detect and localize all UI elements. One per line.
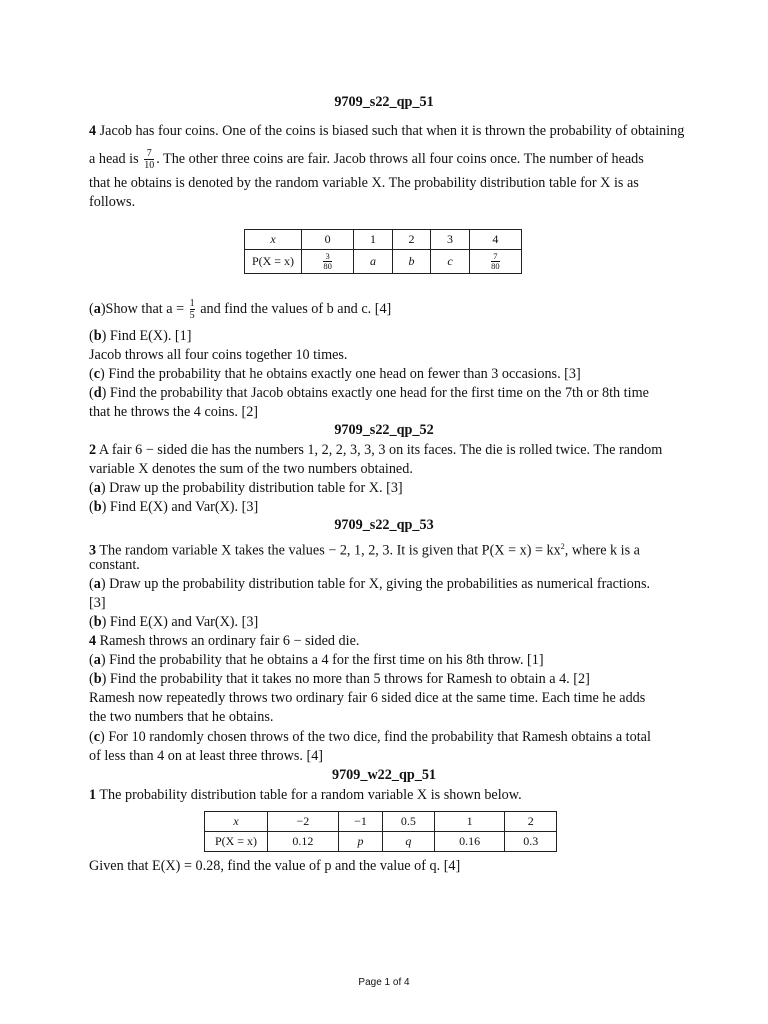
table-cell: $\frac{7}{80}$	[469, 250, 521, 274]
question-line: variable X denotes the sum of the two numbers obtained.	[89, 461, 413, 477]
question-line: that he throws the 4 coins. [2]	[89, 404, 259, 420]
table-cell: 0.3	[505, 832, 557, 852]
heading-s22-53: 9709_s22_qp_53	[334, 517, 434, 533]
question-part: (a)Show that a = $\frac{1}{5}$ and find the values of b and c. [4]	[89, 298, 392, 322]
table-cell: 0	[302, 230, 354, 250]
question-part: (b) Find the probability that it takes no more than 5 throws for Ramesh to obtain a 4. [2]	[89, 671, 590, 687]
table-cell: 4	[469, 230, 521, 250]
question-line: the two numbers that he obtains.	[89, 709, 274, 725]
table-cell: 0.12	[268, 832, 339, 852]
heading-w22-51: 9709_w22_qp_51	[331, 767, 437, 783]
table-cell: 1	[354, 230, 393, 250]
heading-s22-52: 9709_s22_qp_52	[334, 422, 434, 438]
table-cell: 0.5	[383, 812, 435, 832]
table-cell: 2	[505, 812, 557, 832]
table-cell: x	[245, 230, 302, 250]
fraction: $\frac{1}{5}$	[189, 298, 195, 322]
question-line: a head is $\frac{7}{10}$ . The other three coins are fair. Jacob throws all four coins once. The number of heads	[89, 148, 644, 172]
table-cell: −1	[338, 812, 382, 832]
question-line: follows.	[89, 194, 136, 210]
table-cell: P(X = x)	[205, 832, 268, 852]
question-part: (b) Find E(X). [1]	[89, 328, 192, 344]
table-cell: P(X = x)	[245, 250, 302, 274]
question-part: (b) Find E(X) and Var(X). [3]	[89, 499, 259, 515]
question-part: (a) Draw up the probability distribution table for X. [3]	[89, 480, 403, 496]
question-line: Given that E(X) = 0.28, find the value of p and the value of q. [4]	[89, 858, 461, 874]
table-cell: $\frac{3}{80}$	[302, 250, 354, 274]
table-cell: c	[431, 250, 470, 274]
question-line: Ramesh now repeatedly throws two ordinary fair 6 sided dice at the same time. Each time he adds	[89, 690, 646, 706]
question-line: of less than 4 on at least three throws. [4]	[89, 748, 324, 764]
table-cell: 0.16	[434, 832, 505, 852]
table-cell: q	[383, 832, 435, 852]
table-cell: x	[205, 812, 268, 832]
question-line: constant.	[89, 557, 140, 573]
question-part: (c) Find the probability that he obtains exactly one head on fewer than 3 occasions. [3]	[89, 366, 581, 382]
question-line: 2 A fair 6 − sided die has the numbers 1, 2, 2, 3, 3, 3 on its faces. The die is rolled twice. The random	[89, 442, 663, 458]
probability-table	[244, 229, 522, 274]
probability-table	[204, 811, 557, 852]
fraction: $\frac{7}{10}$	[144, 148, 155, 172]
question-part: (a) Draw up the probability distribution table for X, giving the probabilities as numerical fractions.	[89, 576, 651, 592]
question-part: (b) Find E(X) and Var(X). [3]	[89, 614, 259, 630]
question-part: (d) Find the probability that Jacob obtains exactly one head for the first time on the 7th or 8th time	[89, 385, 649, 401]
question-line: that he obtains is denoted by the random variable X. The probability distribution table for X is as	[89, 175, 639, 191]
table-cell: 3	[431, 230, 470, 250]
question-part: (c) For 10 randomly chosen throws of the two dice, find the probability that Ramesh obtains a total	[89, 729, 651, 745]
table-cell: b	[392, 250, 431, 274]
heading-s22-51: 9709_s22_qp_51	[334, 94, 434, 110]
table-cell: −2	[268, 812, 339, 832]
question-line: 3 The random variable X takes the values − 2, 1, 2, 3. It is given that $P(X = x) = kx^2$, where k is a	[89, 542, 640, 559]
question-line: 1 The probability distribution table for a random variable X is shown below.	[89, 787, 522, 803]
table-cell: a	[354, 250, 393, 274]
question-line: 4 Ramesh throws an ordinary fair 6 − sided die.	[89, 633, 360, 649]
question-part: (a) Find the probability that he obtains a 4 for the first time on his 8th throw. [1]	[89, 652, 544, 668]
table-cell: 1	[434, 812, 505, 832]
table-cell: p	[338, 832, 382, 852]
question-line: Jacob throws all four coins together 10 times.	[89, 347, 348, 363]
page-number: Page 1 of 4	[358, 977, 410, 988]
question-line: 4 Jacob has four coins. One of the coins is biased such that when it is thrown the probability of obtaining	[89, 123, 685, 139]
table-cell: 2	[392, 230, 431, 250]
question-line: [3]	[89, 595, 106, 611]
